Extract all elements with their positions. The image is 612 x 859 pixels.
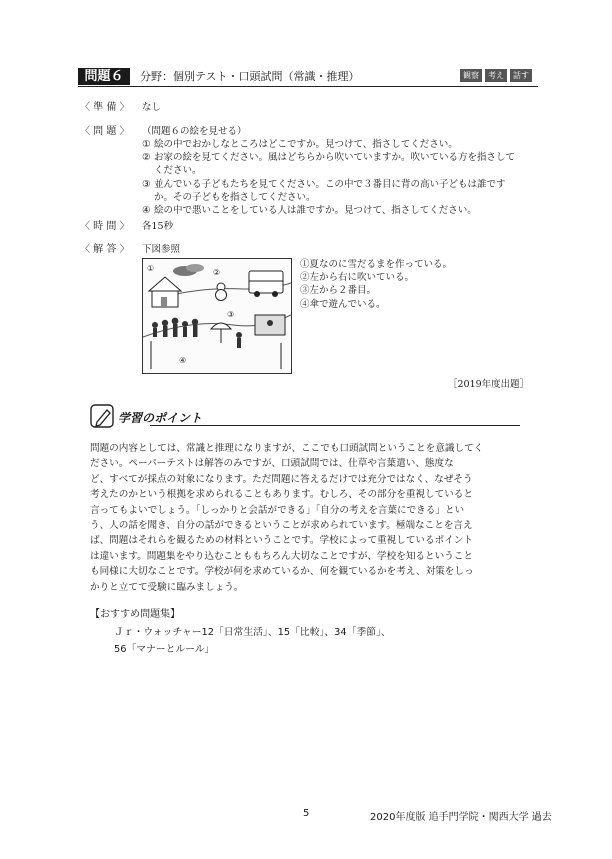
recommend-line: Ｊｒ・ウォッチャー12「日常生活」、15「比較」、34「季節」、 — [114, 627, 391, 638]
point-line: は違います。問題集をやり込むことももちろん大切なことですが、学校を知るということ — [90, 550, 473, 562]
point-line: ど、すべてが採点の対象になります。ただ問題に答えるだけでは充分ではなく、なぜそう — [90, 473, 473, 485]
question-number: ① — [142, 139, 151, 150]
question-item — [142, 204, 522, 217]
question-item — [142, 178, 522, 204]
question-number: ③ — [142, 178, 151, 190]
answer-item: ③左から２番目。 — [300, 285, 377, 297]
tag-speak: 話す — [510, 69, 532, 82]
mondai-intro: （問題６の絵を見せる） — [142, 126, 247, 137]
question-number: ② — [142, 152, 151, 164]
question-number: ④ — [142, 205, 151, 217]
category-tags — [460, 69, 532, 82]
point-line: 言ってもよいでしょう。「しっかりと会話ができる」「自分の考えを言葉にできる」とい — [90, 504, 465, 516]
marker-2: ② — [213, 268, 221, 277]
point-line: 問題の内容としては、常識と推理になりますが、ここでも口頭試問ということを意識してく — [90, 443, 484, 454]
pencil-icon — [90, 404, 116, 428]
answer-list — [300, 258, 452, 311]
kaitou-ref: 下図参照 — [142, 244, 181, 255]
point-line: ださい。ペーパーテストは解答のみですが、口頭試問では、仕草や言葉遣い、態度な — [90, 458, 454, 470]
problem-title: 分野：個別テスト・口頭試問（常識・推理） — [140, 70, 360, 83]
jikan-text: 各15秒 — [142, 221, 174, 232]
question-text: 並んでいる子どもたちを見てください。この中で３番目に背の高い子どもは誰ですか。その子どもを指さしてください。 — [154, 178, 506, 203]
point-line: かりと立てて受験に臨みましょう。 — [90, 581, 244, 593]
tag-observe: 観察 — [460, 69, 482, 82]
answer-illustration — [142, 258, 292, 374]
point-line: 考えたのかという根拠を求められることもあります。むしろ、その部分を重視していると — [90, 489, 473, 501]
junbi-label: 〈 準 備 〉 — [80, 102, 130, 113]
point-line: も同様に大切なことです。学校が何を求めているか、何を観ているかを考え、対策をしっ — [90, 566, 474, 578]
marker-1: ① — [147, 264, 155, 273]
point-line: う、人の話を聞き、自分の話ができるということが求められています。極端なことを言え — [90, 520, 473, 532]
question-text: 絵の中でおかしなところはどこですか。見つけて、指さしてください。 — [154, 139, 458, 150]
footer-title: 2020年度版 追手門学院・関西大学 過去 — [370, 812, 552, 823]
tag-think: 考え — [485, 69, 507, 82]
point-rule — [150, 425, 520, 426]
marker-4: ④ — [179, 356, 187, 365]
recommend-line: 56「マナーとルール」 — [114, 644, 215, 655]
question-item — [142, 138, 522, 151]
answer-item: ①夏なのに雪だるまを作っている。 — [300, 259, 453, 270]
illustration-scene — [143, 259, 291, 373]
jikan-label: 〈 時 間 〉 — [80, 221, 130, 232]
question-list — [142, 138, 522, 217]
answer-item: ④傘で遊んでいる。 — [300, 298, 386, 310]
answer-item: ②左から右に吹いている。 — [300, 272, 415, 284]
problem-badge: 問題６ — [78, 68, 130, 85]
question-text: 絵の中で悪いことをしている人は誰ですか。見つけて、指さしてください。 — [154, 205, 477, 217]
page-number: 5 — [303, 808, 310, 819]
point-title: 学習のポイント — [118, 411, 203, 425]
junbi-text: なし — [142, 102, 162, 113]
kaitou-label: 〈 解 答 〉 — [80, 244, 130, 255]
point-line: ば、問題はそれらを観るための材料ということです。学校によって重視しているポイント — [90, 535, 473, 547]
point-paragraph — [90, 441, 526, 595]
recommend-heading: 【おすすめ問題集】 — [90, 609, 181, 620]
question-item — [142, 151, 522, 177]
question-text: お家の絵を見てください。風はどちらから吹いていますか。吹いている方を指さしてください。 — [154, 152, 516, 177]
marker-3: ③ — [227, 310, 235, 319]
mondai-label: 〈 問 題 〉 — [80, 126, 130, 137]
year-note: ［2019年度出題］ — [448, 379, 530, 390]
